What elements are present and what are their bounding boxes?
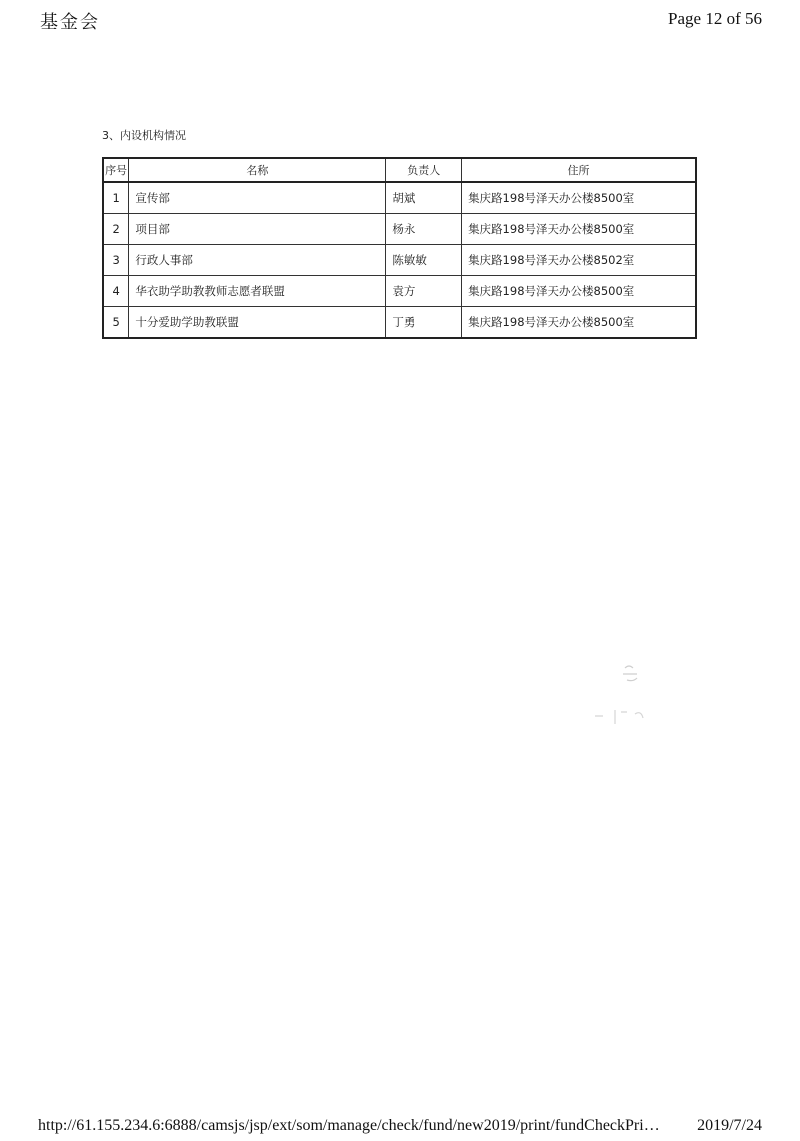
table-row bbox=[103, 276, 696, 307]
table-row bbox=[103, 214, 696, 245]
internal-departments-table bbox=[102, 157, 697, 339]
department-head: 胡斌 bbox=[386, 182, 462, 214]
footer-url: http://61.155.234.6:6888/camsjs/jsp/ext/som/manage/check/fund/new2019/print/fundCheckPri… bbox=[38, 1117, 660, 1134]
row-number: 3 bbox=[103, 245, 129, 276]
footer-date: 2019/7/24 bbox=[697, 1117, 762, 1134]
department-address: 集庆路198号泽天办公楼8500室 bbox=[462, 307, 696, 339]
column-header-name: 名称 bbox=[129, 158, 386, 182]
department-name: 十分爱助学助教联盟 bbox=[129, 307, 386, 339]
column-header-number: 序号 bbox=[103, 158, 129, 182]
department-address: 集庆路198号泽天办公楼8500室 bbox=[462, 214, 696, 245]
table-row bbox=[103, 307, 696, 339]
department-head: 丁勇 bbox=[386, 307, 462, 339]
row-number: 5 bbox=[103, 307, 129, 339]
department-address: 集庆路198号泽天办公楼8502室 bbox=[462, 245, 696, 276]
column-header-address: 住所 bbox=[462, 158, 696, 182]
section-title: 3、内设机构情况 bbox=[102, 129, 186, 142]
department-name: 华衣助学助教教师志愿者联盟 bbox=[129, 276, 386, 307]
row-number: 1 bbox=[103, 182, 129, 214]
table-row bbox=[103, 182, 696, 214]
department-name: 项目部 bbox=[129, 214, 386, 245]
row-number: 2 bbox=[103, 214, 129, 245]
faint-stamp-marks bbox=[585, 660, 685, 730]
department-address: 集庆路198号泽天办公楼8500室 bbox=[462, 182, 696, 214]
column-header-head: 负责人 bbox=[386, 158, 462, 182]
department-name: 宣传部 bbox=[129, 182, 386, 214]
department-head: 袁方 bbox=[386, 276, 462, 307]
page-header-title: 基金会 bbox=[40, 12, 100, 33]
table-row bbox=[103, 245, 696, 276]
department-head: 陈敏敏 bbox=[386, 245, 462, 276]
department-name: 行政人事部 bbox=[129, 245, 386, 276]
department-head: 杨永 bbox=[386, 214, 462, 245]
table-header-row bbox=[103, 158, 696, 182]
department-address: 集庆路198号泽天办公楼8500室 bbox=[462, 276, 696, 307]
row-number: 4 bbox=[103, 276, 129, 307]
page-indicator: Page 12 of 56 bbox=[668, 9, 762, 28]
